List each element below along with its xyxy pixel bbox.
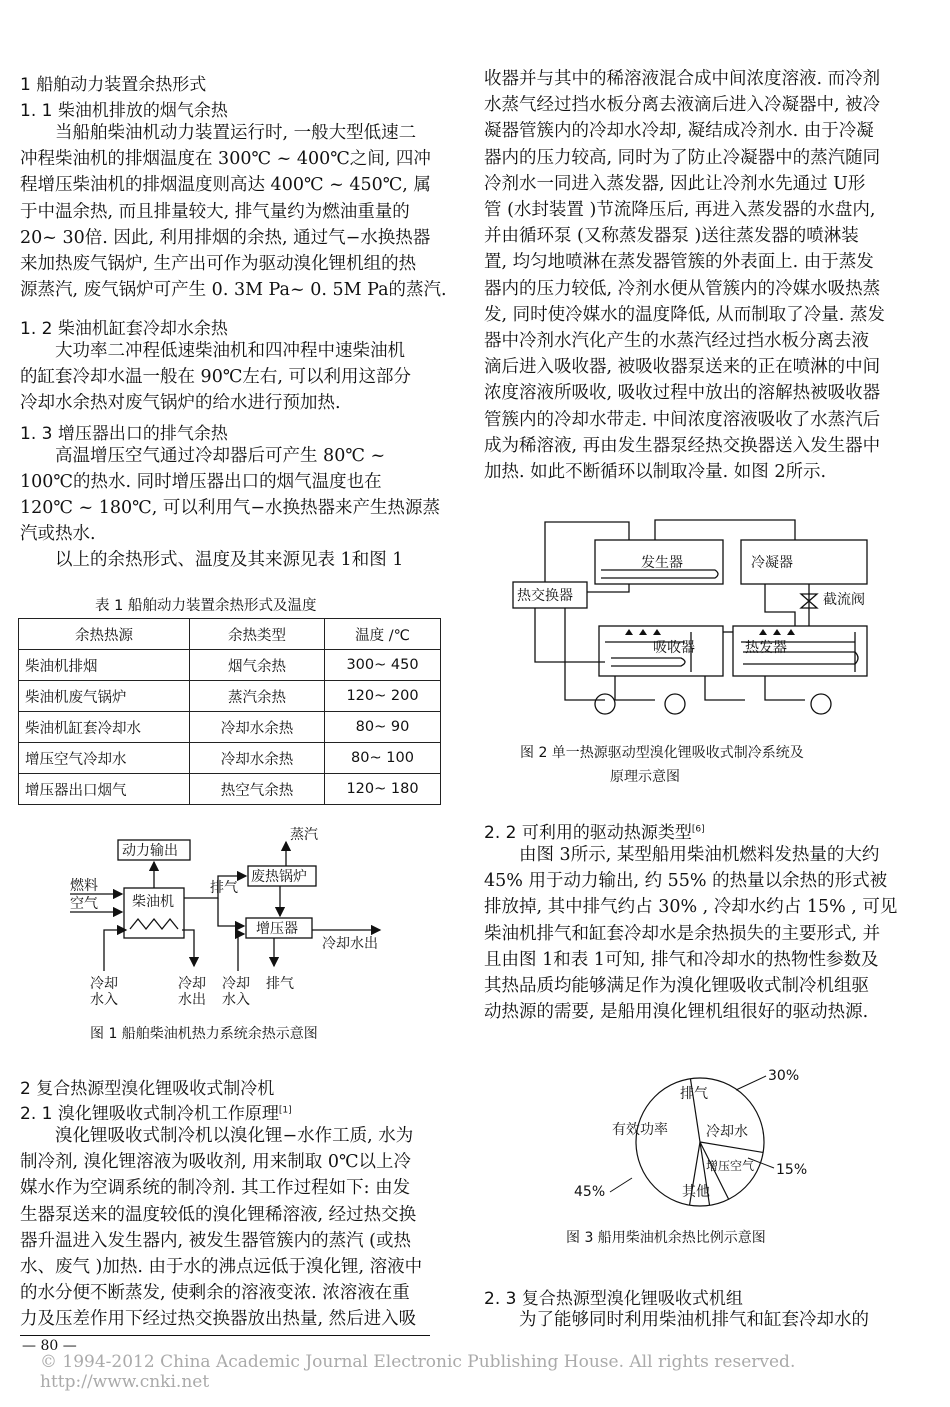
fig1-turbo-label: 增压器 <box>256 921 298 937</box>
figure-3-caption: 图 3 船用柴油机余热比例示意图 <box>566 1230 766 1246</box>
text-line: 溴化锂吸收式制冷机以溴化锂−水作工质, 水为 <box>20 1126 414 1146</box>
pump-icon <box>595 694 615 714</box>
fig1-cw-out-label: 冷却水出 <box>322 936 378 952</box>
pie-value-cooling-water: 15% <box>776 1162 808 1178</box>
pie-slice-boundary <box>700 1142 763 1152</box>
pie-value-exhaust: 30% <box>768 1068 800 1084</box>
fig2-evaporator-label: 热发器 <box>745 640 787 656</box>
section-2-2-heading <box>484 818 705 843</box>
fig1-steam-label: 蒸汽 <box>290 827 318 843</box>
text-line: 媒水作为空调系统的制冷剂. 其工作过程如下: 由发 <box>20 1178 411 1199</box>
section-1-heading: 1 船舶动力装置余热形式 <box>20 75 207 95</box>
text-line: 冲程柴油机的排烟温度在 300℃ ~ 400℃之间, 四冲 <box>20 149 431 170</box>
table-cell: 120~ 180 <box>325 774 441 805</box>
pie-value-effective-power: 45% <box>574 1184 606 1200</box>
text-line: 源蒸汽, 废气锅炉可产生 0. 3M Pa~ 0. 5M Pa的蒸汽. <box>20 280 447 301</box>
fig1-cw-in-label-2: 水入 <box>90 992 118 1008</box>
text-line: 生器泵送来的温度较低的溴化锂稀溶液, 经过热交换 <box>20 1204 417 1225</box>
fig2-generator-label: 发生器 <box>641 555 683 571</box>
text-line: 于中温余热, 而且排量较大, 排气量约为燃油重量的 <box>20 201 410 222</box>
text-line: 动热源的需要, 是船用溴化锂机组很好的驱动热源. <box>484 1002 869 1023</box>
fig1-engine-label: 柴油机 <box>132 894 174 910</box>
fig2-absorber-label: 吸收器 <box>653 640 695 656</box>
figure-3-pie-chart <box>570 1060 830 1210</box>
table-header: 余热类型 <box>190 619 325 650</box>
table-cell: 冷却水余热 <box>190 743 325 774</box>
text-line: 成为稀溶液, 再由发生器泵经热交换器送入发生器中 <box>484 435 881 456</box>
text-line: 的水分便不断蒸发, 使剩余的溶液变浓. 浓溶液在重 <box>20 1283 410 1304</box>
text-line: 汽或热水. <box>20 524 96 544</box>
section-2-heading: 2 复合热源型溴化锂吸收式制冷机 <box>20 1079 275 1099</box>
footer-rule <box>20 1335 430 1336</box>
table-cell: 柴油机废气锅炉 <box>19 681 190 712</box>
text-line: 排放掉, 其中排气约占 30% , 冷却水约占 15% , 可见 <box>484 897 898 918</box>
table-cell: 80~ 90 <box>325 712 441 743</box>
text-line: 大功率二冲程低速柴油机和四冲程中速柴油机 <box>20 341 405 361</box>
figure-1-caption: 图 1 船舶柴油机热力系统余热示意图 <box>90 1026 318 1042</box>
text-line: 加热. 如此不断循环以制取冷量. 如图 2所示. <box>484 462 827 482</box>
table-cell: 烟气余热 <box>190 650 325 681</box>
table-cell: 柴油机缸套冷却水 <box>19 712 190 743</box>
text-line: 收器并与其中的稀溶液混合成中间浓度溶液. 而冷剂 <box>484 69 881 89</box>
text-line: 且由图 1和表 1可知, 排气和冷却水的热物性参数及 <box>484 949 879 970</box>
fig1-exhaust-label: 排气 <box>210 880 238 896</box>
heat-exchanger-coil <box>130 919 178 929</box>
text-line: 冷却水余热对废气锅炉的给水进行预加热. <box>20 393 341 413</box>
table-cell: 蒸汽余热 <box>190 681 325 712</box>
table-row <box>19 743 441 774</box>
section-2-2-title: 2. 2 可利用的驱动热源类型 <box>484 823 692 843</box>
citation-ref: [1] <box>278 1105 292 1116</box>
text-line: 的缸套冷却水温一般在 90℃左右, 可以利用这部分 <box>20 367 412 387</box>
fig2-condenser-label: 冷凝器 <box>751 555 793 571</box>
table-header: 温度 /℃ <box>325 619 441 650</box>
table-cell: 80~ 100 <box>325 743 441 774</box>
fig2-hx-label: 热交换器 <box>517 588 573 604</box>
text-line: 器内的压力较低, 冷剂水便从管簇内的冷媒水吸热蒸 <box>484 278 881 299</box>
table-1-caption: 表 1 船舶动力装置余热形式及温度 <box>95 598 317 614</box>
spray-nozzle-icon <box>625 629 661 635</box>
table-header: 余热热源 <box>19 619 190 650</box>
section-2-3-heading: 2. 3 复合热源型溴化锂吸收式机组 <box>484 1289 743 1309</box>
table-cell: 柴油机排烟 <box>19 650 190 681</box>
text-line: 发, 同时使冷媒水的温度降低, 从而制取了冷量. 蒸发 <box>484 304 885 325</box>
fig1-air-label: 空气 <box>70 896 98 912</box>
section-2-1-heading <box>20 1099 292 1124</box>
text-line: 当船舶柴油机动力装置运行时, 一般大型低速二 <box>20 123 417 143</box>
figure-2-caption-line-1: 图 2 单一热源驱动型溴化锂吸收式制冷系统及 <box>520 745 804 761</box>
text-line: 高温增压空气通过冷却器后可产生 80℃ ~ <box>20 446 386 466</box>
section-1-1-heading: 1. 1 柴油机排放的烟气余热 <box>20 101 228 121</box>
fig1-cw-out2-label-2: 水出 <box>178 992 206 1008</box>
text-line: 制冷剂, 溴化锂溶液为吸收剂, 用来制取 0℃以上冷 <box>20 1152 412 1173</box>
text-line: 置, 均匀地喷淋在蒸发器管簇的外表面上. 由于蒸发 <box>484 252 874 273</box>
text-line: 管 (水封装置 )节流降压后, 再进入蒸发器的水盘内, <box>484 200 876 220</box>
text-line: 以上的余热形式、温度及其来源见表 1和图 1 <box>20 550 404 570</box>
copyright-line: © 1994-2012 China Academic Journal Electronic Publishing House. All rights reserved. http://www.cnki.net <box>40 1352 796 1392</box>
citation-ref: [6] <box>691 824 705 835</box>
table-cell: 增压空气冷却水 <box>19 743 190 774</box>
pie-label-exhaust: 排气 <box>680 1086 708 1102</box>
page-number: — 80 — <box>22 1338 77 1354</box>
text-line: 柴油机排气和缸套冷却水是余热损失的主要形式, 并 <box>484 923 881 944</box>
text-line: 由图 3所示, 某型船用柴油机燃料发热量的大约 <box>484 845 880 865</box>
fig1-cw-out2-label-1: 冷却 <box>178 976 206 992</box>
fig1-exhaust2-label: 排气 <box>266 976 294 992</box>
table-cell: 冷却水余热 <box>190 712 325 743</box>
text-line: 120℃ ~ 180℃, 可以利用气−水换热器来产生热源蒸 <box>20 498 441 518</box>
table-row <box>19 774 441 805</box>
pie-label-effective-power: 有效功率 <box>612 1122 668 1138</box>
text-line: 为了能够同时利用柴油机排气和缸套冷却水的 <box>484 1310 869 1330</box>
table-row <box>19 650 441 681</box>
table-header-row <box>19 619 441 650</box>
figure-1-diagram <box>60 826 430 1016</box>
table-row <box>19 712 441 743</box>
fig1-cw-in3-label-1: 冷却 <box>222 976 250 992</box>
figure-2-caption-line-2: 原理示意图 <box>610 769 680 785</box>
text-line: 并由循环泵 (又称蒸发器泵 )送往蒸发器的喷淋装 <box>484 226 859 247</box>
pie-label-other: 其他 <box>682 1184 710 1200</box>
text-line: 滴后进入吸收器, 被吸收器泵送来的正在喷淋的中间 <box>484 357 881 378</box>
section-1-2-heading: 1. 2 柴油机缸套冷却水余热 <box>20 319 228 339</box>
table-cell: 增压器出口烟气 <box>19 774 190 805</box>
fig1-fuel-label: 燃料 <box>70 878 98 894</box>
text-line: 冷剂水一同进入蒸发器, 因此让冷剂水先通过 U形 <box>484 173 866 194</box>
section-2-1-title: 2. 1 溴化锂吸收式制冷机工作原理 <box>20 1104 279 1124</box>
fig1-boiler-label: 废热锅炉 <box>251 869 307 885</box>
table-1 <box>18 618 441 805</box>
text-line: 水蒸气经过挡水板分离去液滴后进入冷凝器中, 被冷 <box>484 95 881 116</box>
fig2-valve-label: 截流阀 <box>823 592 865 608</box>
text-line: 凝器管簇内的冷却水冷却, 凝结成冷剂水. 由于冷凝 <box>484 121 874 142</box>
text-line: 器升温进入发生器内, 被发生器管簇内的蒸汽 (或热 <box>20 1230 412 1251</box>
pie-label-cooling-water: 冷却水 <box>706 1124 748 1140</box>
text-line: 器内的压力较高, 同时为了防止冷凝器中的蒸汽随同 <box>484 147 881 168</box>
text-line: 浓度溶液所吸收, 吸收过程中放出的溶解热被吸收器 <box>484 383 881 404</box>
text-line: 力及压差作用下经过热交换器放出热量, 然后进入吸 <box>20 1309 417 1330</box>
fig1-power-label: 动力输出 <box>122 843 178 859</box>
text-line: 器中冷剂水汽化产生的水蒸汽经过挡水板分离去液 <box>484 331 869 351</box>
text-line: 来加热废气锅炉, 生产出可作为驱动溴化锂机组的热 <box>20 254 417 274</box>
table-row <box>19 681 441 712</box>
pump-icon <box>665 694 685 714</box>
fig1-cw-in-label-1: 冷却 <box>90 976 118 992</box>
table-cell: 热空气余热 <box>190 774 325 805</box>
text-line: 45% 用于动力输出, 约 55% 的热量以余热的形式被 <box>484 871 888 892</box>
table-cell: 120~ 200 <box>325 681 441 712</box>
table-cell: 300~ 450 <box>325 650 441 681</box>
text-line: 其热品质均能够满足作为溴化锂吸收式制冷机组驱 <box>484 976 869 996</box>
spray-nozzle-icon <box>759 629 795 635</box>
pump-icon <box>811 694 831 714</box>
fig1-cw-in3-label-2: 水入 <box>222 992 250 1008</box>
text-line: 管簇内的冷却水带走. 中间浓度溶液吸收了水蒸汽后 <box>484 409 881 430</box>
pie-label-charge-air: 增压空气 <box>706 1159 755 1173</box>
figure-2-diagram <box>505 512 905 734</box>
text-line: 20~ 30倍. 因此, 利用排烟的余热, 通过气−水换热器 <box>20 227 431 248</box>
text-line: 程增压柴油机的排烟温度则高达 400℃ ~ 450℃, 属 <box>20 175 431 196</box>
section-1-3-heading: 1. 3 增压器出口的排气余热 <box>20 424 228 444</box>
text-line: 100℃的热水. 同时增压器出口的烟气温度也在 <box>20 472 382 492</box>
text-line: 水、废气 )加热. 由于水的沸点远低于溴化锂, 溶液中 <box>20 1257 423 1277</box>
